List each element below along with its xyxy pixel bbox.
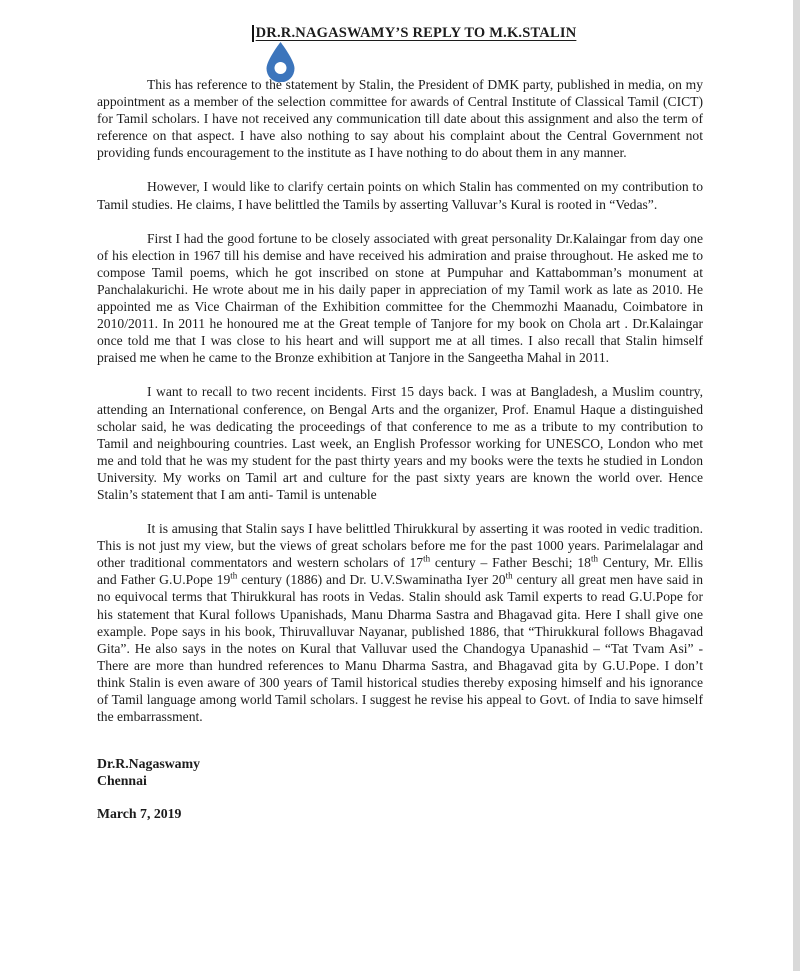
- letter-body: [97, 76, 703, 742]
- scan-edge-shadow: [793, 0, 800, 971]
- signature-city: Chennai: [97, 772, 147, 788]
- paragraph-5: It is amusing that Stalin says I have belittled Thirukkural by asserting it was rooted in vedic tradition. This is not just my view, but the views of great scholars before me for the past 1000 years. Parimelalagar and other traditional commentators and western scholars of 17th century – Father Beschi; 18th Century, Mr. Ellis and Father G.U.Pope 19th century (1886) and Dr. U.V.Swaminatha Iyer 20th century all great men have said in no equivocal terms that Thirukkural has roots in Vedas. Stalin should ask Tamil experts to read G.U.Pope for his statement that Kural follows Upanishads, Manu Dharma Sastra and Bhagavad gita. Here I shall give one example. Pope says in his book, Thiruvalluvar Nayanar, published 1886, that “Thirukkural follows Bhagavad Gita”. He also says in the notes on Kural that Valluvar used the Chandogya Upanashid – “Tat Tvam Asi” - There are more than hundred references to Manu Dharma Sastra, and Bhagavad gita by G.U.Pope. I don’t think Stalin is even aware of 300 years of Tamil historical studies thereby exposing himself and his ignorance of Tamil language among world Tamil scholars. I suggest he revise his appeal to Govt. of India to save himself the embarrassment.: [97, 521, 704, 725]
- signature-block: [97, 756, 200, 823]
- paragraph-3: First I had the good fortune to be closely associated with great personality Dr.Kalaingar from day one of his election in 1967 till his demise and have received his admiration and praise throughout. He asked me to compose Tamil poems, which he got inscribed on stone at Pumpuhar and Kattabomman’s monument at Panchalakurichi. He wrote about me in his daily paper in appreciation of my Tamil work as late as 2010. He appointed me as Vice Chairman of the Exhibition committee for the Chemmozhi Maanadu, Coimbatore in 2010/2011. In 2011 he honoured me at the Great temple of Tanjore for my book on Chola art . Dr.Kalaingar once told me that I was close to his heart and will support me at all times. I also recall that Stalin himself praised me when he came to the Bronze exhibition at Tanjore in the Sangeetha Mahal in 2011.: [97, 230, 703, 366]
- signature-name: Dr.R.Nagaswamy: [97, 756, 200, 771]
- paragraph-1: This has reference to the statement by Stalin, the President of DMK party, published in media, on my appointment as a member of the selection committee for awards of Central Institute of Classical Tamil (CICT) for Tamil scholars. I have not received any communication till date about this assignment and also the term of reference on that aspect. I have also nothing to say about his complaint about the Central Government not providing funds encouragement to the institute as I have nothing to do about them in any manner.: [97, 77, 703, 161]
- water-drop-hole: [275, 62, 287, 74]
- signature-date: March 7, 2019: [97, 806, 182, 821]
- paragraph-2: However, I would like to clarify certain points on which Stalin has commented on my contribution to Tamil studies. He claims, I have belittled the Tamils by asserting Valluvar’s Kural is rooted in “Vedas”.: [97, 179, 703, 212]
- page-title: DR.R.NAGASWAMY’S REPLY TO M.K.STALIN: [252, 25, 577, 42]
- title-row: [0, 24, 800, 42]
- paragraph-4: I want to recall to two recent incidents. First 15 days back. I was at Bangladesh, a Muslim country, attending an International conference, on Bengal Arts and the organizer, Prof. Enamul Haque a distinguished scholar said, he was dedicating the proceedings of that conference to me as a tribute to my contribution to Tamil and neighbouring countries. Last week, an English Professor working for UNESCO, London who met me and told that he was my student for the past thirty years and my books were the texts he studied in London University. My works on Tamil art and culture for the past sixty years are known the world over. Hence Stalin’s statement that I am anti- Tamil is untenable: [97, 384, 703, 502]
